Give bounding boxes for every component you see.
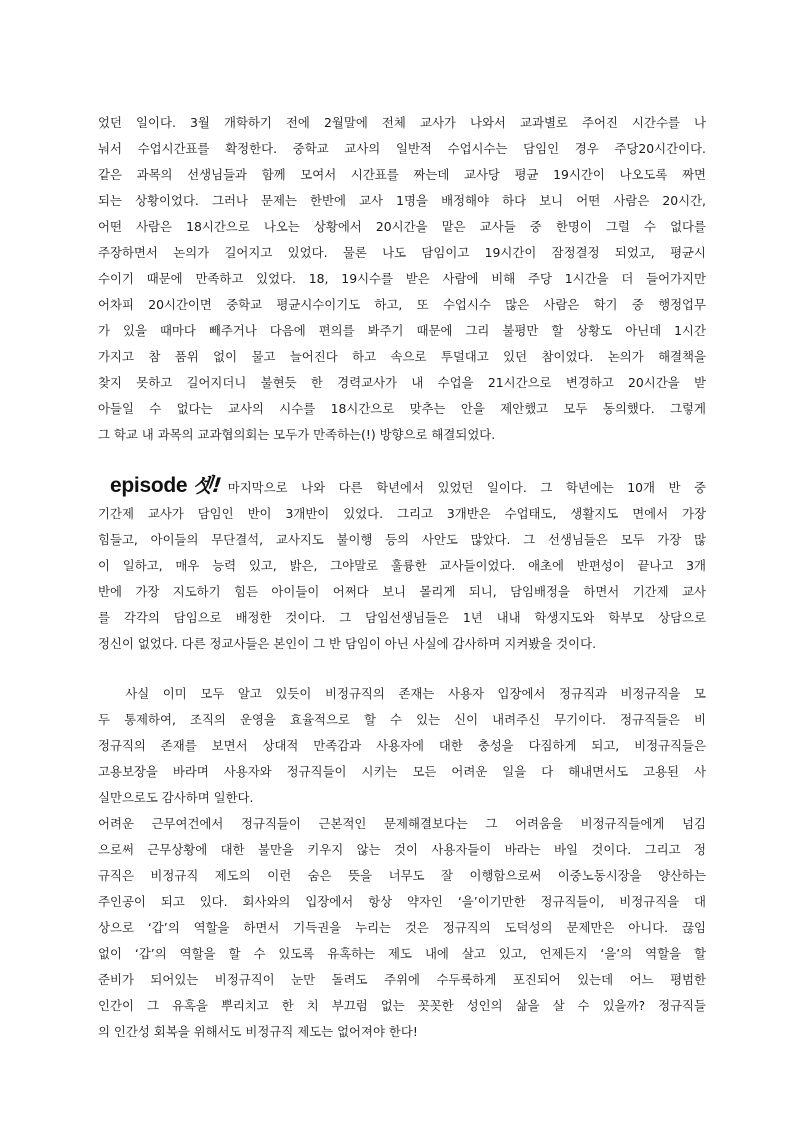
text-line: 그 학교 내 과목의 교과협의회는 모두가 만족하는(!) 방향으로 해결되었다. xyxy=(98,427,496,442)
text-line: 반에 가장 지도하기 힘든 아이들이 어쩌다 보니 몰리게 되니, 담임배정을 하면서 기간제 교사 xyxy=(98,584,706,599)
text-line: 사실 이미 모두 알고 있듯이 비정규직의 존재는 사용자 입장에서 정규직과 비정규직을 모 xyxy=(98,686,706,701)
text-line: 주장하면서 논의가 길어지고 있었다. 물론 나도 담임이고 19시간이 잠정결정 되었고, 평균시 xyxy=(98,245,706,260)
text-line: 아들일 수 없다는 교사의 시수를 18시간으로 맞추는 안을 제안했고 모두 동의했다. 그렇게 xyxy=(98,401,706,416)
text-line: 찾지 못하고 길어지더니 불현듯 한 경력교사가 내 수업을 21시간으로 변경하고 20시간을 받 xyxy=(98,375,706,390)
text-line: 같은 과목의 선생님들과 함께 모여서 시간표를 짜는데 교사당 평균 19시간이 나오도록 짜면 xyxy=(98,167,706,182)
text-line: 주인공이 되고 있다. 회사와의 입장에서 항상 약자인 ‘을’이기만한 정규직들이, 비정규직을 대 xyxy=(98,894,706,909)
text-line: 수이기 때문에 만족하고 있었다. 18, 19시수를 받은 사람에 비해 주당 1시간을 더 들어가지만 xyxy=(98,271,706,286)
text-line: 되는 상황이었다. 그러나 문제는 한반에 교사 1명을 배정해야 하다 보니 어떤 사람은 20시간, xyxy=(98,193,706,208)
text-line: 이 일하고, 매우 능력 있고, 밝은, 그야말로 훌륭한 교사들이었다. 애초에 반편성이 끝나고 3개 xyxy=(98,558,706,573)
episode-heading-line xyxy=(98,472,706,498)
text-line: 실만으로도 감사하며 일한다. xyxy=(98,790,254,805)
text-line: 마지막으로 나와 다른 학년에서 있었던 일이다. 그 학년에는 10개 반 중 xyxy=(227,480,706,495)
text-line: 정신이 없었다. 다른 정교사들은 본인이 그 반 담임이 아닌 사실에 감사하며 지켜봤을 것이다. xyxy=(98,636,597,651)
episode-label: episode xyxy=(110,474,188,497)
text-line: 어차피 20시간이면 중학교 평균시수이기도 하고, 또 수업시수 많은 사람은 학기 중 행정업무 xyxy=(98,297,706,312)
text-line: 기간제 교사가 담임인 반이 3개반이 있었다. 그리고 3개반은 수업태도, 생활지도 면에서 가장 xyxy=(98,506,706,521)
text-line: 의 인간성 회복을 위해서도 비정규직 제도는 없어져야 한다! xyxy=(98,1024,418,1039)
text-line: 고용보장을 바라며 사용자와 정규직들이 시키는 모든 어려운 일을 다 해내면서도 고용된 사 xyxy=(98,764,706,779)
text-line: 으로써 근무상황에 대한 불만을 키우지 않는 것이 사용자들이 바라는 바일 것이다. 그리고 정 xyxy=(98,842,706,857)
text-line: 규직은 비정규직 제도의 이런 숨은 뜻을 너무도 잘 이행함으로써 이중노동시장을 양산하는 xyxy=(98,868,706,883)
document-page xyxy=(98,0,706,1131)
text-line: 힘들고, 아이들의 무단결석, 교사지도 불이행 등의 사안도 많았다. 그 선생님들은 모두 가장 많 xyxy=(98,532,706,547)
text-line: 정규직의 존재를 보면서 상대적 만족감과 사용자에 대한 충성을 다짐하게 되고, 비정규직들은 xyxy=(98,738,706,753)
text-line: 준비가 되어있는 비정규직이 눈만 돌려도 주위에 수두룩하게 포진되어 있는데 어느 평범한 xyxy=(98,972,706,987)
text-line: 인간이 그 유혹을 뿌리치고 한 치 부끄럼 없는 꼿꼿한 성인의 삶을 살 수 있을까? 정규직들 xyxy=(98,998,706,1013)
episode-number: 셋! xyxy=(192,473,223,497)
text-line: 없이 ‘갑’의 역할을 할 수 있도록 유혹하는 제도 내에 살고 있고, 언제든지 ‘을’의 역할을 할 xyxy=(98,946,706,961)
text-line: 어떤 사람은 18시간으로 나오는 상황에서 20시간을 맡은 교사들 중 한명이 그럴 수 없다를 xyxy=(98,219,706,234)
text-line: 었던 일이다. 3월 개학하기 전에 2월말에 전체 교사가 나와서 교과별로 주어진 시간수를 나 xyxy=(98,115,706,130)
text-line: 를 각각의 담임으로 배정한 것이다. 그 담임선생님들은 1년 내내 학생지도와 학부모 상담으로 xyxy=(98,610,706,625)
text-line: 눠서 수업시간표를 확정한다. 중학교 교사의 일반적 수업시수는 담임인 경우 주당20시간이다. xyxy=(98,141,706,156)
text-line: 상으로 ‘갑’의 역할을 하면서 기득권을 누리는 것은 정규직의 도덕성의 문제만은 아니다. 끊임 xyxy=(98,920,706,935)
text-line: 가지고 참 품위 없이 물고 늘어진다 하고 속으로 투덜대고 있던 참이었다. 논의가 해결책을 xyxy=(98,349,706,364)
text-line: 가 있을 때마다 빼주거나 다음에 편의를 봐주기 때문에 그리 불평만 할 상황도 아닌데 1시간 xyxy=(98,323,706,338)
text-line: 두 통제하여, 조직의 운영을 효율적으로 할 수 있는 신이 내려주신 무기이다. 정규직들은 비 xyxy=(98,712,706,727)
text-line: 어려운 근무여건에서 정규직들이 근본적인 문제해결보다는 그 어려움을 비정규직들에게 넘김 xyxy=(98,816,706,831)
